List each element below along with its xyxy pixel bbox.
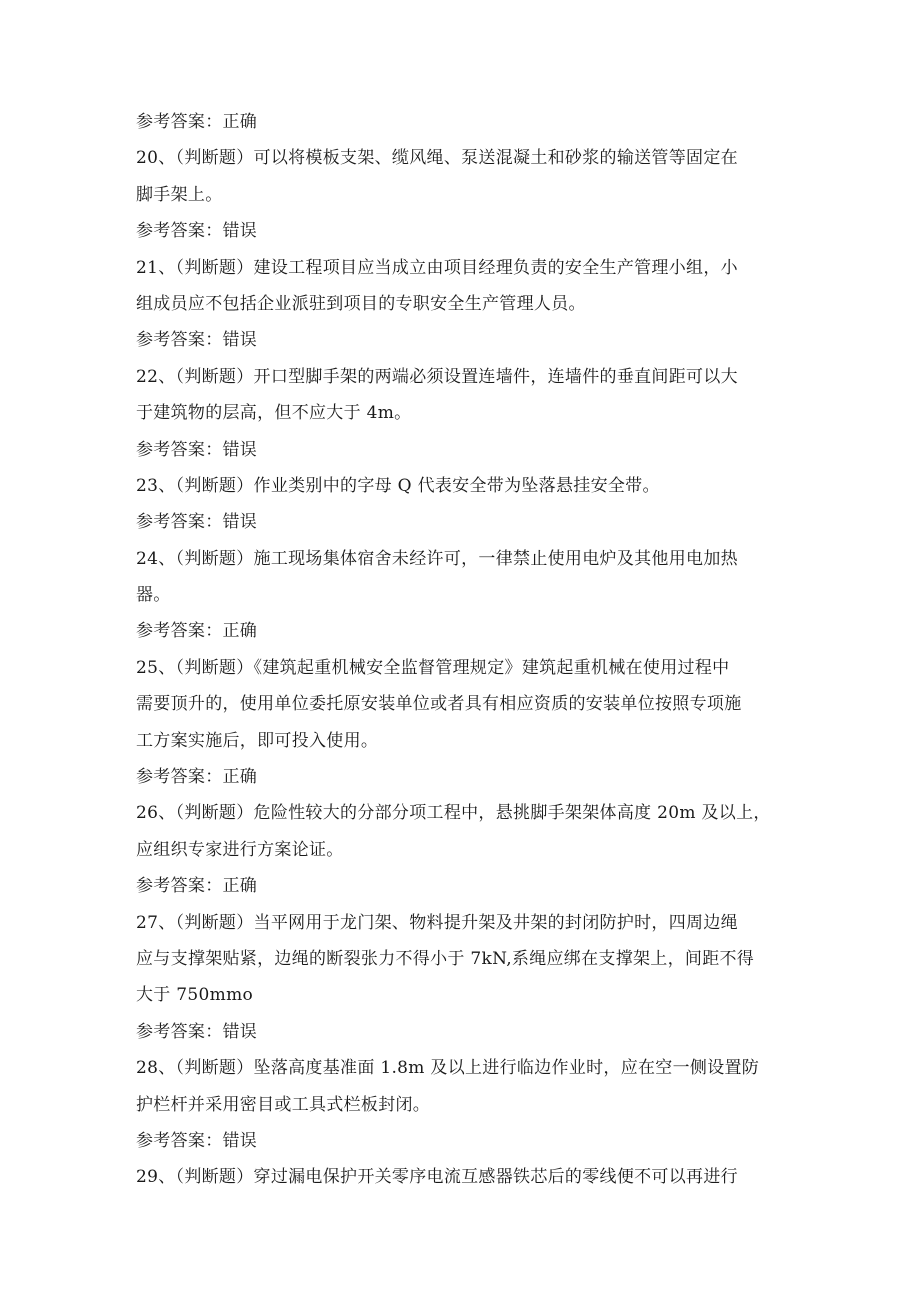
- question-line: 28、（判断题）坠落高度基准面 1.8m 及以上进行临边作业时，应在空一侧设置防: [136, 1058, 760, 1079]
- question-line: 20、（判断题）可以将模板支架、缆风绳、泵送混凝土和砂浆的输送管等固定在: [136, 148, 738, 169]
- answer-line: 参考答案：正确: [136, 876, 258, 897]
- answer-line: 参考答案：错误: [136, 439, 258, 460]
- question-line: 29、（判断题）穿过漏电保护开关零序电流互感器铁芯后的零线便不可以再进行: [136, 1167, 738, 1188]
- question-line: 于建筑物的层高，但不应大于 4m。: [136, 403, 412, 424]
- question-line: 脚手架上。: [136, 184, 223, 205]
- question-line: 应组织专家进行方案论证。: [136, 839, 344, 860]
- answer-line: 参考答案：错误: [136, 330, 258, 351]
- question-line: 工方案实施后，即可投入使用。: [136, 730, 379, 751]
- question-line: 23、（判断题）作业类别中的字母 Q 代表安全带为坠落悬挂安全带。: [136, 475, 660, 496]
- answer-line: 参考答案：正确: [136, 112, 258, 132]
- question-line: 22、（判断题）开口型脚手架的两端必须设置连墙件，连墙件的垂直间距可以大: [136, 366, 738, 387]
- question-line: 26、（判断题）危险性较大的分部分项工程中，悬挑脚手架架体高度 20m 及以上，: [136, 803, 771, 824]
- question-line: 器。: [136, 585, 171, 606]
- question-line: 组成员应不包括企业派驻到项目的专职安全生产管理人员。: [136, 293, 586, 314]
- question-line: 需要顶升的，使用单位委托原安装单位或者具有相应资质的安装单位按照专项施: [136, 694, 742, 715]
- answer-line: 参考答案：错误: [136, 221, 258, 242]
- question-line: 27、（判断题）当平网用于龙门架、物料提升架及井架的封闭防护时，四周边绳: [136, 912, 738, 933]
- answer-line: 参考答案：错误: [136, 512, 258, 533]
- question-line: 护栏杆并采用密目或工具式栏板封闭。: [136, 1094, 431, 1115]
- question-line: 24、（判断题）施工现场集体宿舍未经许可，一律禁止使用电炉及其他用电加热: [136, 548, 738, 569]
- question-line: 大于 750mmo: [136, 985, 254, 1006]
- answer-line: 参考答案：错误: [136, 1021, 258, 1042]
- question-line: 应与支撑架贴紧，边绳的断裂张力不得小于 7kN,系绳应绑在支撑架上，间距不得: [136, 948, 755, 969]
- document-body: [136, 104, 800, 1196]
- question-line: 21、（判断题）建设工程项目应当成立由项目经理负责的安全生产管理小组，小: [136, 257, 738, 278]
- question-line: 25、（判断题）《建筑起重机械安全监督管理规定》建筑起重机械在使用过程中: [136, 657, 730, 678]
- answer-line: 参考答案：错误: [136, 1130, 258, 1151]
- answer-line: 参考答案：正确: [136, 767, 258, 788]
- answer-line: 参考答案：正确: [136, 621, 258, 642]
